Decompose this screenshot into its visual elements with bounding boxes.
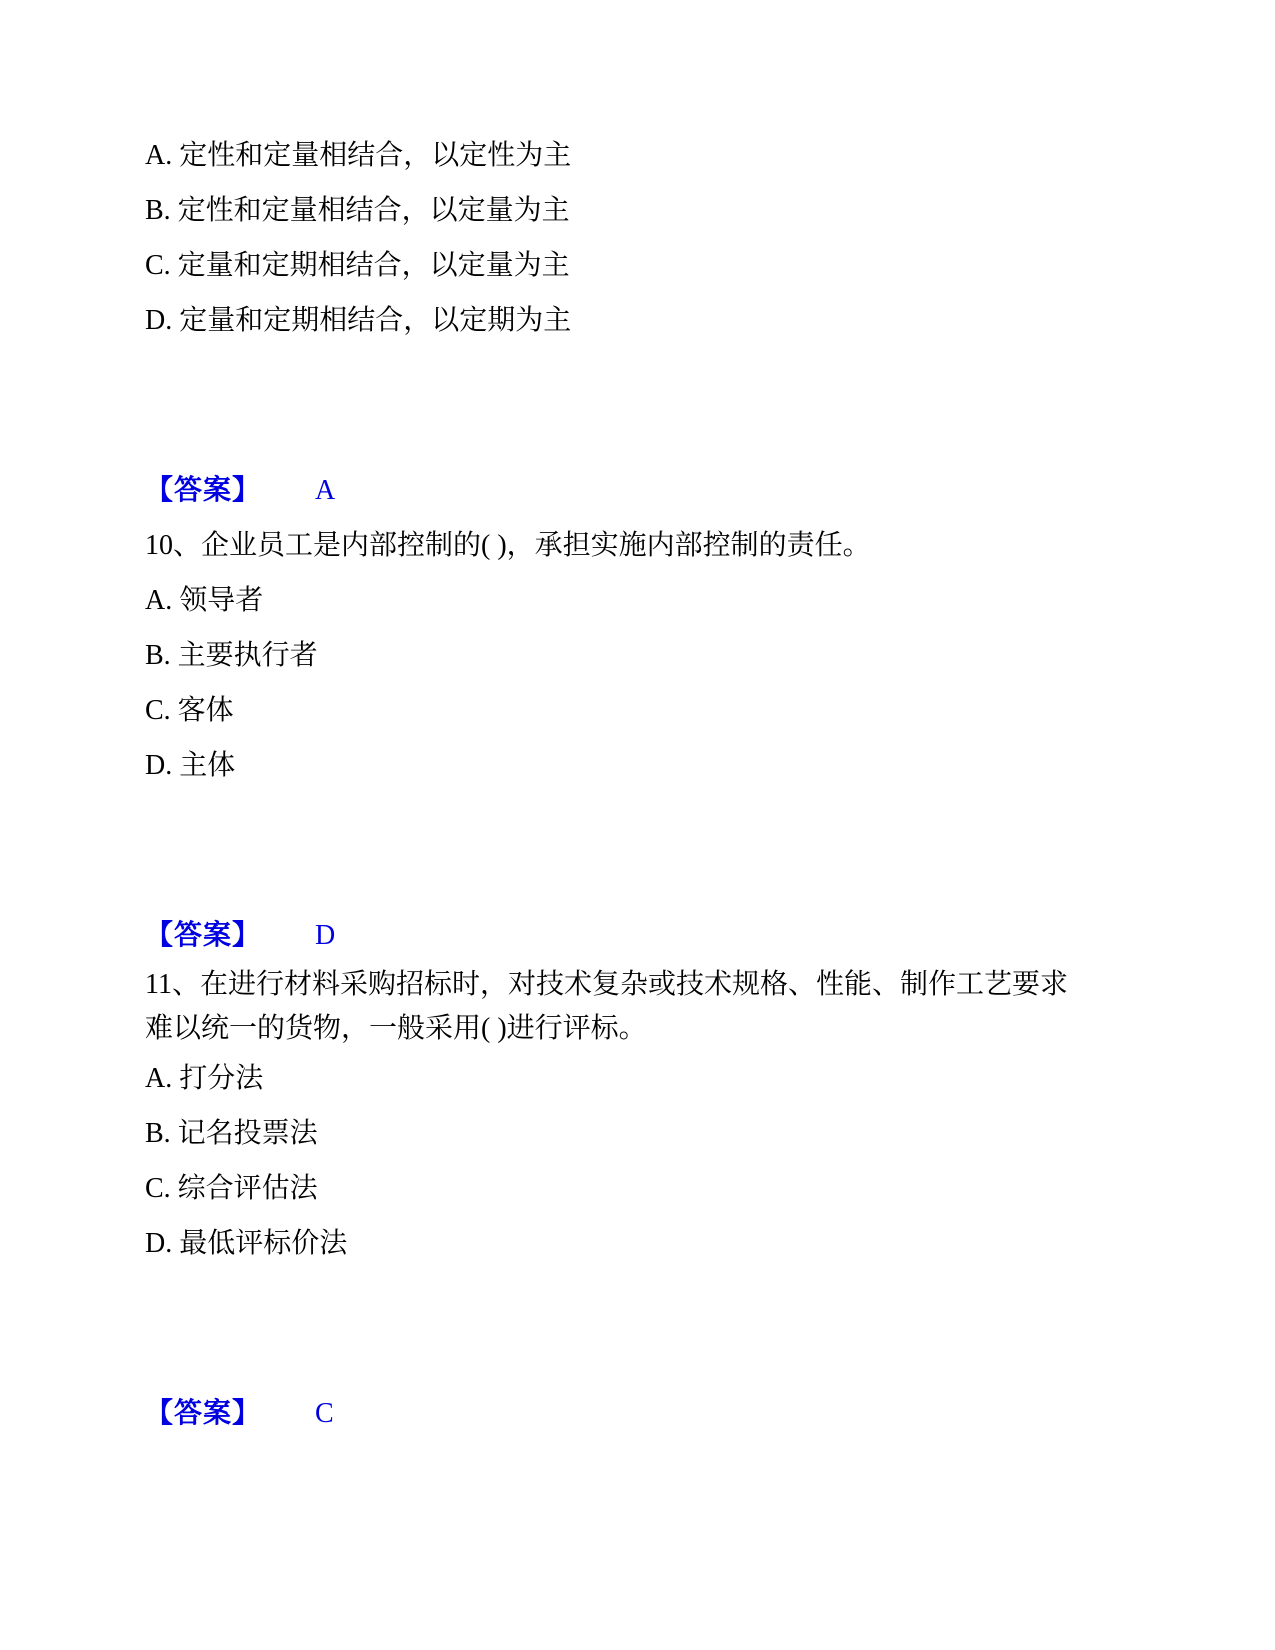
question-text-line-1: 11、在进行材料采购招标时，对技术复杂或技术规格、性能、制作工艺要求 <box>145 969 1068 1000</box>
answer-value: C <box>315 1398 334 1429</box>
option-b: B. 记名投票法 <box>145 1118 318 1149</box>
option-c: C. 综合评估法 <box>145 1173 318 1204</box>
option-d: D. 最低评标价法 <box>145 1228 348 1259</box>
answer-value: A <box>315 475 336 506</box>
answer-line <box>145 463 1180 518</box>
option-b: B. 定性和定量相结合，以定量为主 <box>145 195 570 226</box>
option-a: A. 领导者 <box>145 585 264 616</box>
answer-label: 【答案】 <box>145 1398 262 1429</box>
question-text: 10、企业员工是内部控制的( )，承担实施内部控制的责任。 <box>145 530 871 561</box>
answer-label: 【答案】 <box>145 920 262 951</box>
answer-line <box>145 908 1180 963</box>
question-block-11 <box>145 963 1180 1441</box>
answer-label: 【答案】 <box>145 475 262 506</box>
answer-line <box>145 1386 1180 1441</box>
answer-value: D <box>315 920 336 951</box>
option-a: A. 打分法 <box>145 1063 264 1094</box>
option-d: D. 主体 <box>145 750 236 781</box>
option-a: A. 定性和定量相结合，以定性为主 <box>145 140 572 171</box>
option-b: B. 主要执行者 <box>145 640 318 671</box>
question-block-10 <box>145 518 1180 963</box>
question-text-line-2: 难以统一的货物，一般采用( )进行评标。 <box>145 1013 647 1044</box>
option-c: C. 定量和定期相结合，以定量为主 <box>145 250 570 281</box>
option-d: D. 定量和定期相结合，以定期为主 <box>145 305 572 336</box>
question-block-9 <box>145 128 1180 518</box>
option-c: C. 客体 <box>145 695 234 726</box>
